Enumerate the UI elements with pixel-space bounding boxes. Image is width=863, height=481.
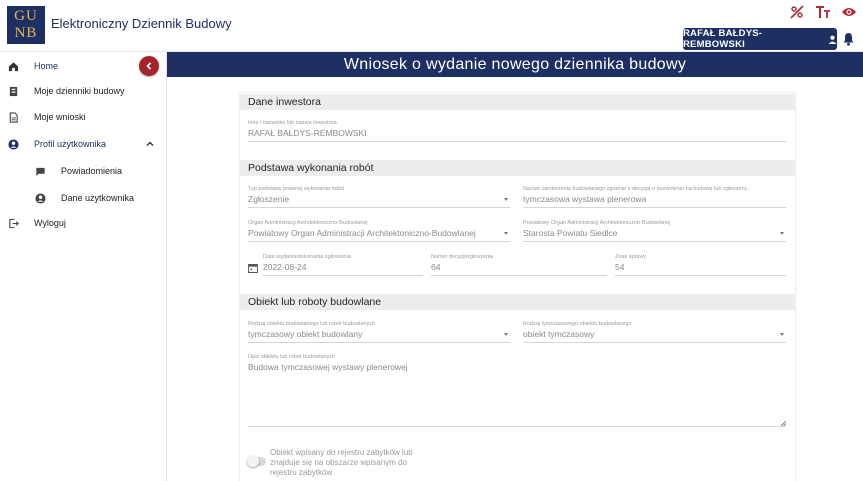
field-label: Numer decyzji/zgłoszenia xyxy=(431,254,494,260)
temp-object-kind-select[interactable] xyxy=(523,321,786,343)
sidebar-item-label: Moje wnioski xyxy=(34,112,86,122)
field-label: Typ podstawy prawnej wykonania robót xyxy=(248,186,344,192)
field-underline xyxy=(523,207,786,208)
field-value: tymczasowy obiekt budowlany xyxy=(248,329,363,339)
field-label: Znak sprawy xyxy=(615,254,647,260)
textarea-underline xyxy=(248,426,786,427)
decision-number-field[interactable] xyxy=(431,254,607,276)
sidebar-item-my-journals[interactable] xyxy=(0,79,166,103)
description-textarea[interactable] xyxy=(248,354,786,426)
field-value: 54 xyxy=(615,262,625,272)
heritage-register-toggle[interactable] xyxy=(248,457,266,466)
chat-bubble-icon xyxy=(35,166,46,177)
top-bar xyxy=(0,0,863,52)
field-value: RAFAŁ BAŁDYS-REMBOWSKI xyxy=(248,128,367,138)
field-underline xyxy=(523,342,786,343)
bell-icon[interactable] xyxy=(842,32,856,46)
sidebar-item-label: Home xyxy=(34,61,59,71)
field-value: Budowa tymczasowej wystawy plenerowej xyxy=(248,362,408,372)
account-circle-icon xyxy=(35,193,46,204)
home-icon xyxy=(8,61,19,72)
field-label: Data wydania/dokonania zgłoszenia xyxy=(263,254,351,260)
contrast-icon[interactable] xyxy=(787,5,807,23)
accessibility-tools xyxy=(787,5,859,23)
font-size-icon[interactable] xyxy=(813,5,833,23)
field-value: obiekt tymczasowy xyxy=(523,329,595,339)
field-value: Zgłoszenie xyxy=(248,194,290,204)
eye-icon[interactable] xyxy=(839,5,859,23)
sidebar-item-user-profile[interactable] xyxy=(0,132,166,156)
user-name: RAFAŁ BAŁDYS-REMBOWSKI xyxy=(683,28,763,50)
case-sign-field[interactable] xyxy=(615,254,786,276)
field-value: Starosta Powiatu Siedlce xyxy=(523,228,618,238)
object-kind-select[interactable] xyxy=(248,321,510,343)
sidebar-item-label: Profil użytkownika xyxy=(34,139,107,149)
basis-type-select[interactable] xyxy=(248,186,510,208)
project-name-field[interactable] xyxy=(523,186,786,208)
county-authority-select[interactable] xyxy=(523,220,786,242)
field-value: 2022-08-24 xyxy=(263,262,307,272)
book-icon xyxy=(8,86,19,97)
user-menu-button[interactable] xyxy=(683,28,837,50)
document-icon xyxy=(8,112,19,123)
field-underline xyxy=(248,207,510,208)
chevron-left-icon xyxy=(145,62,153,70)
field-underline xyxy=(248,342,510,343)
dropdown-arrow-icon xyxy=(780,333,784,336)
sidebar-collapse-button[interactable] xyxy=(139,56,159,76)
field-label: Rodzaj obiektu budowlanego lub robót budowlanych xyxy=(248,321,376,327)
toggle-knob xyxy=(247,455,259,467)
dropdown-arrow-icon xyxy=(504,232,508,235)
calendar-icon[interactable] xyxy=(248,263,258,273)
sidebar-item-my-requests[interactable] xyxy=(0,105,166,129)
field-label: Opis obiektu lub robót budowlanych xyxy=(248,354,336,360)
account-circle-icon xyxy=(8,139,19,150)
sidebar-item-logout[interactable] xyxy=(0,211,166,235)
section-basis-heading: Podstawa wykonania robót xyxy=(240,160,795,176)
field-value: tymczasowa wystawa plenerowa xyxy=(523,194,647,204)
logo-line-2: NB xyxy=(14,25,38,41)
sidebar-item-label: Moje dzienniki budowy xyxy=(34,86,125,96)
field-underline xyxy=(248,141,786,142)
app-title: Elektroniczny Dziennik Budowy xyxy=(51,16,232,31)
field-value: Powiatowy Organ Administracji Architektoniczno-Budowlanej xyxy=(248,228,476,238)
sidebar-item-label: Powiadomienia xyxy=(61,166,123,176)
field-value: 64 xyxy=(431,262,441,272)
authority-select[interactable] xyxy=(248,220,510,242)
sidebar-item-notifications[interactable] xyxy=(0,159,166,183)
page-title: Wniosek o wydanie nowego dziennika budowy xyxy=(167,52,863,77)
section-investor-heading: Dane inwestora xyxy=(240,94,795,110)
issue-date-field[interactable] xyxy=(263,254,423,276)
field-underline xyxy=(248,241,510,242)
sidebar xyxy=(0,52,167,481)
dropdown-arrow-icon xyxy=(780,232,784,235)
field-underline xyxy=(263,275,423,276)
gunb-logo[interactable] xyxy=(7,6,45,44)
chevron-up-icon[interactable] xyxy=(146,140,154,148)
section-object-heading: Obiekt lub roboty budowlane xyxy=(240,294,795,310)
logout-icon xyxy=(8,218,19,229)
user-icon xyxy=(828,35,837,44)
sidebar-item-label: Dane użytkownika xyxy=(61,193,135,203)
dropdown-arrow-icon xyxy=(504,198,508,201)
sidebar-item-label: Wyloguj xyxy=(34,218,66,228)
field-label: Rodzaj tymczasowego obiektu budowlanego xyxy=(523,321,632,327)
field-underline xyxy=(523,241,786,242)
resize-handle-icon[interactable] xyxy=(781,421,786,426)
field-label: Nazwa zamierzenia budowlanego zgodnie z decyzją o pozwoleniu na budowę lub zgłoszeni... xyxy=(523,186,751,192)
dropdown-arrow-icon xyxy=(504,333,508,336)
sidebar-item-user-data[interactable] xyxy=(0,186,166,210)
field-underline xyxy=(431,275,607,276)
field-label: Organ Administracji Architektoniczno-Budowlanej xyxy=(248,220,368,226)
heritage-register-label: Obiekt wpisany do rejestru zabytków lub znajduje się na obszarze wpisanym do rejestru zabytków xyxy=(270,448,413,477)
field-underline xyxy=(615,275,786,276)
logo-line-1: GU xyxy=(14,8,38,24)
field-label: Powiatowy Organ Administracji Architektoniczno-Budowlanej xyxy=(523,220,671,226)
field-label: Imię i nazwisko lub nazwa inwestora xyxy=(248,120,337,126)
investor-name-field[interactable] xyxy=(248,120,786,142)
